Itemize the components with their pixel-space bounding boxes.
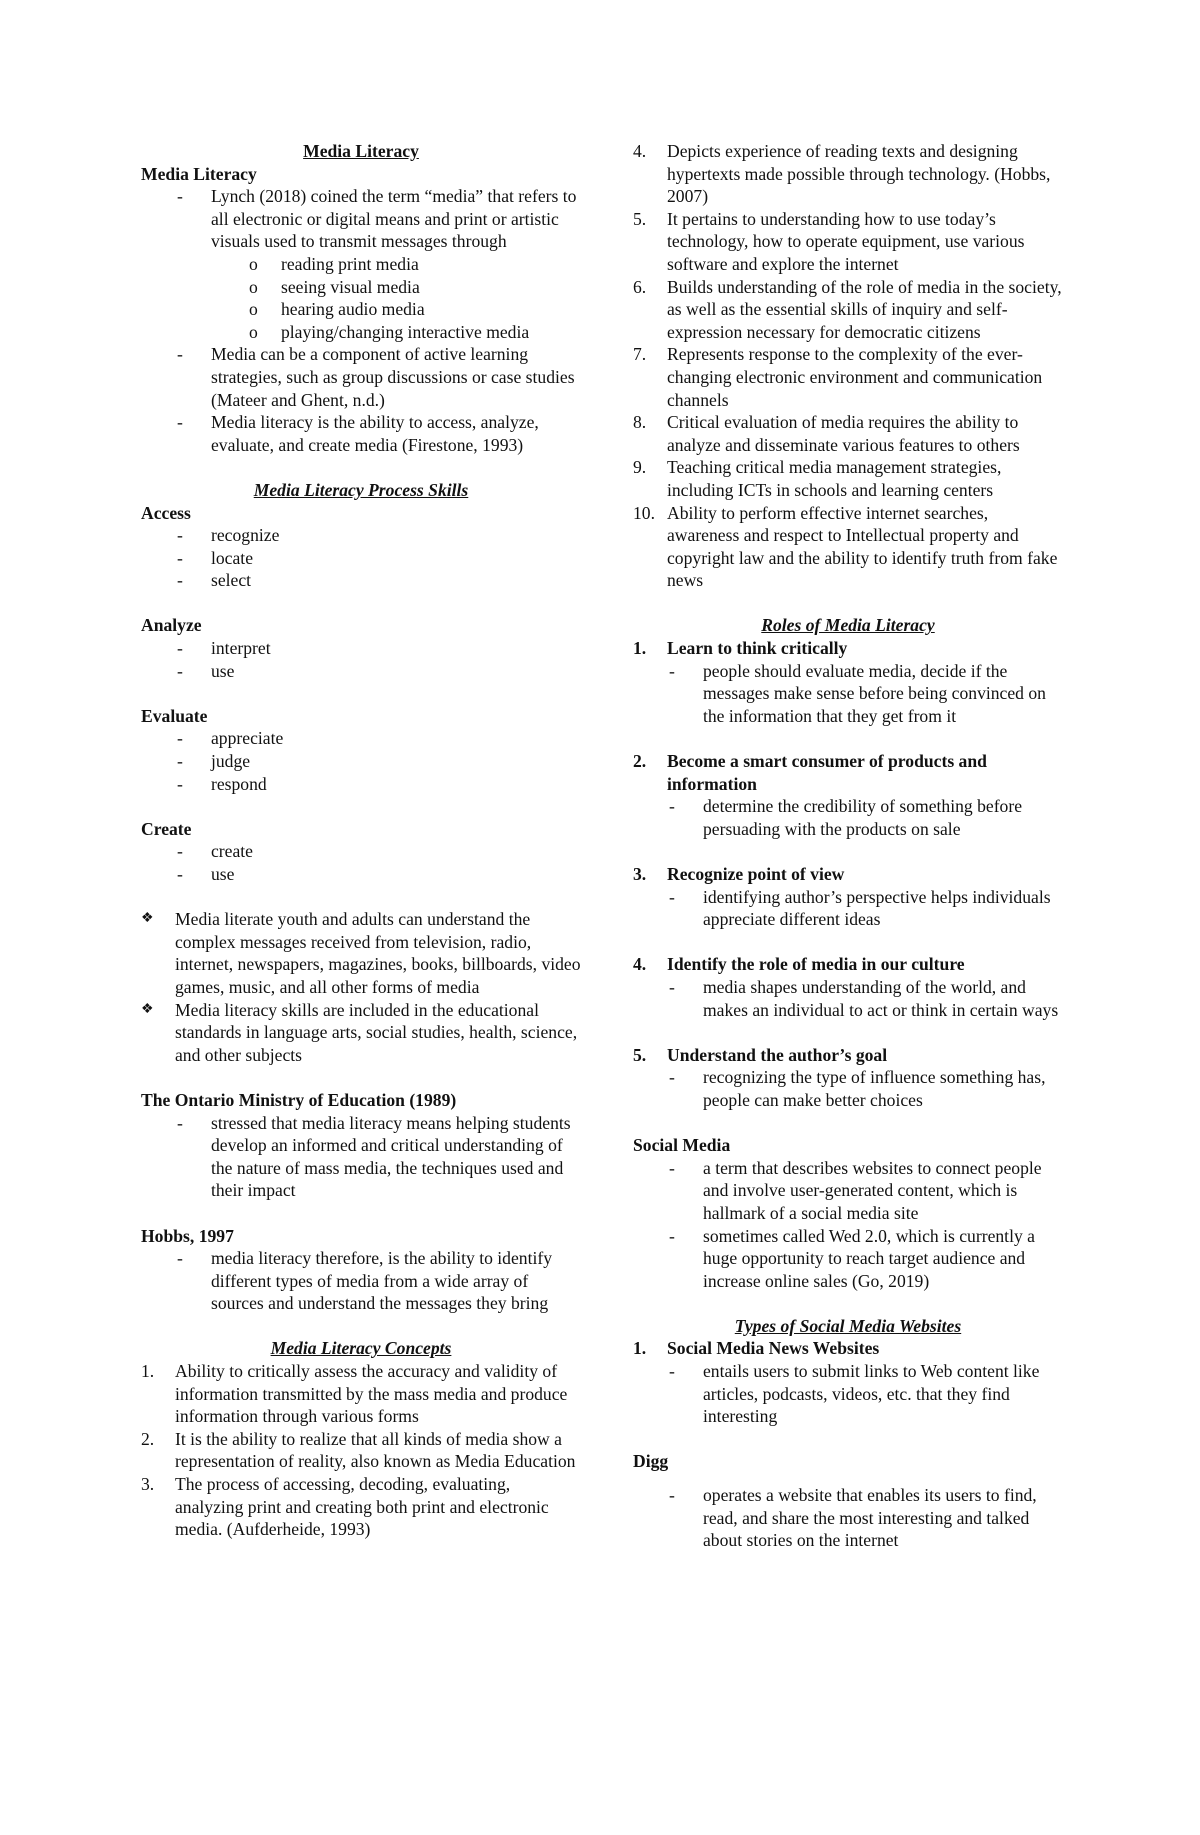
list-item: - identifying author’s perspective helps individuals appreciate different ideas: [667, 886, 1063, 931]
create-list: [141, 840, 581, 885]
list-item: - locate: [141, 547, 581, 570]
list-item: [633, 208, 1063, 276]
list-item: - respond: [141, 773, 581, 796]
item-number: 1.: [633, 638, 647, 659]
spacer: [667, 840, 1063, 863]
left-column: [141, 140, 581, 1541]
right-column: [633, 140, 1063, 1552]
analyze-heading: Analyze: [141, 615, 202, 636]
list-item-text: Lynch (2018) coined the term “media” that refers to all electronic or digital means and print or artistic visuals used to transmit messages through: [211, 186, 577, 252]
role-item: [633, 750, 1063, 863]
spacer: [141, 682, 581, 705]
diamond-bullet-list: [141, 908, 581, 1066]
list-item: - create: [141, 840, 581, 863]
item-number: 3.: [141, 1474, 155, 1495]
list-item: [633, 140, 1063, 208]
media-types-list: [141, 253, 581, 343]
list-item: [141, 1428, 581, 1473]
list-item: - recognize: [141, 524, 581, 547]
item-number: 6.: [633, 276, 647, 297]
role-desc-list: [667, 1066, 1063, 1111]
spacer: [633, 1428, 1063, 1451]
spacer: [667, 1021, 1063, 1044]
item-text: Teaching critical media management strategies, including ICTs in schools and learning centers: [667, 457, 1002, 500]
list-item: [633, 343, 1063, 411]
list-item: [141, 1360, 581, 1428]
item-text: Builds understanding of the role of media in the society, as well as the essential skills of inquiry and self-expression necessary for democratic citizens: [667, 276, 1062, 342]
page-title: Media Literacy: [303, 141, 419, 161]
social-media-list: [633, 1157, 1063, 1293]
list-item: - select: [141, 569, 581, 592]
concepts-list-continued: [633, 140, 1063, 592]
item-text: It is the ability to realize that all kinds of media show a representation of reality, also known as Media Education: [175, 1428, 576, 1472]
list-item: [633, 456, 1063, 501]
role-item: [633, 953, 1063, 1043]
list-item: - a term that describes websites to connect people and involve user-generated content, which is hallmark of a social media site: [633, 1157, 1063, 1225]
list-item: - appreciate: [141, 727, 581, 750]
types-title: Types of Social Media Websites: [734, 1315, 962, 1336]
type-title: Social Media News Websites: [667, 1338, 880, 1359]
list-item: [633, 502, 1063, 592]
role-item: [633, 1044, 1063, 1112]
list-item: - recognizing the type of influence something has, people can make better choices: [667, 1066, 1063, 1111]
role-title: Identify the role of media in our culture: [667, 954, 965, 975]
item-number: 7.: [633, 344, 647, 365]
list-item: - operates a website that enables its users to find, read, and share the most interesting and talked about stories on the internet: [633, 1484, 1063, 1552]
roles-list: [633, 637, 1063, 1111]
role-desc-list: [667, 795, 1063, 840]
item-text: It pertains to understanding how to use today’s technology, how to operate equipment, use various software and explore the internet: [667, 208, 1025, 274]
list-item: [633, 276, 1063, 344]
concepts-list: [141, 1360, 581, 1541]
item-number: 10.: [633, 502, 655, 523]
item-number: 4.: [633, 141, 647, 161]
item-number: 9.: [633, 457, 647, 478]
digg-list: [633, 1484, 1063, 1552]
list-item: o seeing visual media: [141, 276, 581, 299]
role-desc-list: [667, 976, 1063, 1021]
spacer: [141, 795, 581, 818]
list-item: [141, 185, 581, 253]
ontario-heading: The Ontario Ministry of Education (1989): [141, 1089, 457, 1110]
media-literacy-list: [141, 185, 581, 253]
hobbs-list: [141, 1247, 581, 1315]
digg-heading: Digg: [633, 1451, 669, 1472]
list-item: - sometimes called Wed 2.0, which is currently a huge opportunity to reach target audience and increase online sales (Go, 2019): [633, 1225, 1063, 1293]
type-desc-list: [667, 1360, 1063, 1428]
spacer: [633, 592, 1063, 615]
role-item: [633, 637, 1063, 750]
media-literacy-list-continued: [141, 343, 581, 456]
spacer: [141, 592, 581, 615]
item-text: Depicts experience of reading texts and designing hypertexts made possible through technology. (Hobbs, 2007): [667, 141, 1051, 207]
roles-title: Roles of Media Literacy: [761, 615, 935, 636]
item-number: 5.: [633, 1044, 647, 1065]
item-text: Critical evaluation of media requires the ability to analyze and disseminate various features to others: [667, 412, 1020, 455]
create-heading: Create: [141, 818, 192, 839]
item-number: 2.: [633, 751, 647, 772]
concepts-title: Media Literacy Concepts: [270, 1338, 452, 1359]
role-title: Understand the author’s goal: [667, 1044, 888, 1065]
list-item: - people should evaluate media, decide if the messages make sense before being convinced on the information that they get from it: [667, 660, 1063, 728]
spacer: [141, 1066, 581, 1089]
evaluate-heading: Evaluate: [141, 705, 208, 726]
list-item: - media literacy therefore, is the ability to identify different types of media from a wide array of sources and understand the messages they bring: [141, 1247, 581, 1315]
list-item: ❖ Media literacy skills are included in the educational standards in language arts, social studies, health, science, and other subjects: [141, 999, 581, 1067]
spacer: [633, 1112, 1063, 1135]
list-item: - interpret: [141, 637, 581, 660]
analyze-list: [141, 637, 581, 682]
access-list: [141, 524, 581, 592]
list-item: - judge: [141, 750, 581, 773]
spacer: [633, 1473, 1063, 1484]
item-number: 5.: [633, 208, 647, 229]
spacer: [141, 1202, 581, 1225]
list-item: - media shapes understanding of the world, and makes an individual to act or think in certain ways: [667, 976, 1063, 1021]
types-list: [633, 1337, 1063, 1427]
list-item: [141, 1473, 581, 1541]
item-text: Ability to perform effective internet searches, awareness and respect to Intellectual property and copyright law and the ability to identify truth from fake news: [667, 502, 1058, 591]
process-skills-title: Media Literacy Process Skills: [253, 479, 469, 500]
type-item: [633, 1337, 1063, 1427]
item-number: 1.: [633, 1338, 647, 1359]
list-item: - stressed that media literacy means helping students develop an informed and critical understanding of the nature of mass media, the techniques used and their impact: [141, 1112, 581, 1202]
item-number: 2.: [141, 1428, 155, 1449]
list-item: o playing/changing interactive media: [141, 321, 581, 344]
list-item: - Media can be a component of active learning strategies, such as group discussions or case studies (Mateer and Ghent, n.d.): [141, 343, 581, 411]
list-item: ❖ Media literate youth and adults can understand the complex messages received from television, radio, internet, newspapers, magazines, books, billboards, video games, music, and all other forms of media: [141, 908, 581, 998]
list-item: [633, 411, 1063, 456]
item-number: 4.: [633, 954, 647, 975]
spacer: [141, 1315, 581, 1338]
item-text: Represents response to the complexity of the ever-changing electronic environment and communication channels: [667, 344, 1043, 410]
item-number: 8.: [633, 412, 647, 433]
list-item: - determine the credibility of something before persuading with the products on sale: [667, 795, 1063, 840]
item-text: Ability to critically assess the accuracy and validity of information transmitted by the mass media and produce information through various forms: [175, 1361, 568, 1427]
role-title: Learn to think critically: [667, 638, 848, 659]
ontario-list: [141, 1112, 581, 1202]
spacer: [141, 886, 581, 909]
role-desc-list: [667, 886, 1063, 931]
item-number: 1.: [141, 1361, 155, 1382]
list-item: - entails users to submit links to Web content like articles, podcasts, videos, etc. that they find interesting: [667, 1360, 1063, 1428]
list-item: o hearing audio media: [141, 298, 581, 321]
evaluate-list: [141, 727, 581, 795]
social-media-heading: Social Media: [633, 1135, 731, 1156]
spacer: [141, 456, 581, 479]
role-title: Recognize point of view: [667, 864, 845, 884]
access-heading: Access: [141, 502, 191, 523]
role-desc-list: [667, 660, 1063, 728]
list-item: o reading print media: [141, 253, 581, 276]
spacer: [667, 727, 1063, 750]
role-title: Become a smart consumer of products and information: [667, 751, 987, 794]
item-text: The process of accessing, decoding, evaluating, analyzing print and creating both print and electronic media. (Aufderheide, 1993): [175, 1474, 549, 1540]
role-item: [633, 863, 1063, 953]
list-item: - use: [141, 863, 581, 886]
section-heading-media-literacy: Media Literacy: [141, 163, 257, 184]
hobbs-heading: Hobbs, 1997: [141, 1225, 234, 1246]
spacer: [667, 931, 1063, 954]
spacer: [633, 1292, 1063, 1315]
list-item: - use: [141, 660, 581, 683]
list-item: - Media literacy is the ability to access, analyze, evaluate, and create media (Firestone, 1993): [141, 411, 581, 456]
item-number: 3.: [633, 864, 647, 884]
